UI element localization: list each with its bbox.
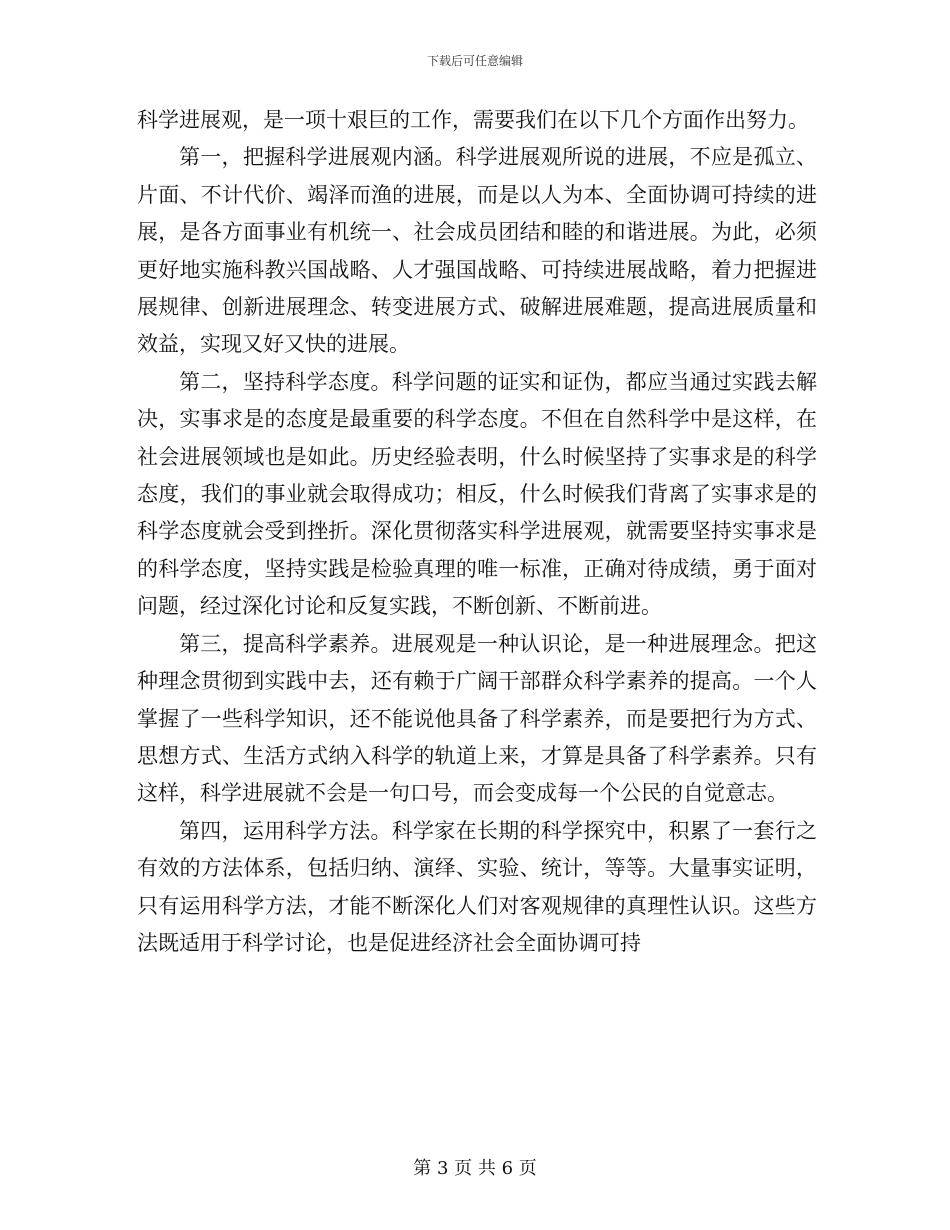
- footer-page-number: 3: [436, 1158, 449, 1179]
- footer-prefix: 第: [413, 1158, 432, 1179]
- header-text: 下载后可任意编辑: [426, 54, 523, 68]
- document-body: [137, 102, 817, 962]
- page-footer: [0, 1154, 950, 1180]
- footer-total-pages: 6: [501, 1158, 514, 1179]
- footer-middle: 页 共: [454, 1158, 496, 1179]
- paragraph-third: 第三，提高科学素养。进展观是一种认识论，是一种进展理念。把这种理念贯彻到实践中去，还有赖于广阔干部群众科学素养的提高。一个人掌握了一些科学知识，还不能说他具备了科学素养，而是要把行为方式、思想方式、生活方式纳入科学的轨道上来，才算是具备了科学素养。只有这样，科学进展就不会是一句口号，而会变成每一个公民的自觉意志。: [137, 631, 817, 806]
- paragraph-second: 第二，坚持科学态度。科学问题的证实和证伪，都应当通过实践去解决，实事求是的态度是最重要的科学态度。不但在自然科学中是这样，在社会进展领域也是如此。历史经验表明，什么时候坚持了实事求是的科学态度，我们的事业就会取得成功；相反，什么时候我们背离了实事求是的科学态度就会受到挫折。深化贯彻落实科学进展观，就需要坚持实事求是的科学态度，坚持实践是检验真理的唯一标准，正确对待成绩，勇于面对问题，经过深化讨论和反复实践，不断创新、不断前进。: [137, 369, 817, 619]
- paragraph-first: 第一，把握科学进展观内涵。科学进展观所说的进展，不应是孤立、片面、不计代价、竭泽而渔的进展，而是以人为本、全面协调可持续的进展，是各方面事业有机统一、社会成员团结和睦的和谐进展。为此，必须更好地实施科教兴国战略、人才强国战略、可持续进展战略，着力把握进展规律、创新进展理念、转变进展方式、破解进展难题，提高进展质量和效益，实现又好又快的进展。: [137, 145, 817, 357]
- page-header: [0, 52, 950, 69]
- paragraph-intro: 科学进展观，是一项十艰巨的工作，需要我们在以下几个方面作出努力。: [137, 108, 809, 132]
- paragraph-fourth: 第四，运用科学方法。科学家在长期的科学探究中，积累了一套行之有效的方法体系，包括归纳、演绎、实验、统计，等等。大量事实证明，只有运用科学方法，才能不断深化人们对客观规律的真理性认识。这些方法既适用于科学讨论，也是促进经济社会全面协调可持: [137, 818, 817, 955]
- footer-suffix: 页: [518, 1158, 537, 1179]
